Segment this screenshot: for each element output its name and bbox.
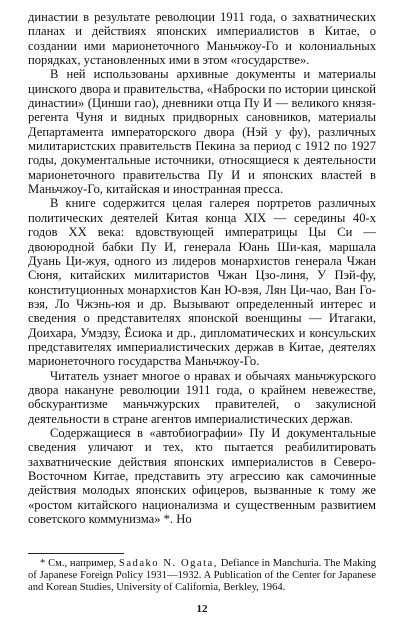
paragraph-1: династии в результате революции 1911 года, о захватнических планах и действиях японских империалистов в Китае, о создании ими марионеточного Маньчжоу-Го и колониальных порядках, установленных ими в этом «государстве».: [28, 10, 376, 68]
paragraph-5: Содержащиеся в «автобиографии» Пу И документальные сведения уличают и тех, кто пытается реабилитировать захватнические действия японских империалистов в Северо-Восточном Китае, представить эту агрессию как самочинные действия молодых японских офицеров, вызванные к тому же «ростом китайского национализма и существенным развитием советского коммунизма» *. Но: [28, 425, 376, 527]
paragraph-3: В книге содержится целая галерея портретов различных политических деятелей Китая конца XIX — середины 40-х годов XX века: вдовствующей императрицы Цы Си — двоюродной бабки Пу И, генерала Юань Ши-кая, маршала Дуань Ци-жуя, одного из лидеров монархистов генерала Чжан Сюня, китайских милитаристов Чжан Цзо-линя, У Пэй-фу, конституционных монархистов Кан Ю-вэя, Лян Ци-чао, Ван Го-вэя, Ло Чжэнь-юя и др. Вызывают определенный интерес и сведения о представителях японской военщины — Итагаки, Доихара, Умэдзу, Ёсиока и др., дипломатических и консульских представителях империалистических держав в Китае, деятелях марионеточного государства Маньчжоу-Го.: [28, 196, 376, 369]
page-number: 12: [196, 603, 208, 615]
paragraph-2: В ней использованы архивные документы и материалы цинского двора и правительства, «Наброски по истории цинской династии» (Цинши гао), дневники отца Пу И — великого князя-регента Чуня и видных придворных сановников, материалы Департамента императорского двора (Нэй у фу), различных милитаристских правительств Пекина за период с 1912 по 1927 годы, документальные источники, относящиеся к деятельности марионеточного правительства Пу И и японских властей в Маньчжоу-Го, китайская и иностранная пресса.: [28, 67, 376, 197]
paragraph-4: Читатель узнает многое о нравах и обычаях маньчжурского двора накануне революции 1911 года, о крайнем невежестве, обскурантизме маньчжурских правителей, о закулисной деятельности в стране агентов империалистических держав.: [28, 368, 376, 426]
main-text: [28, 10, 376, 526]
footnote-marker: *: [40, 558, 46, 569]
footnote-author: Sadako N. Ogata,: [118, 558, 218, 569]
footnote-divider: [28, 553, 124, 554]
footnote-lead: См., например,: [48, 558, 117, 569]
footnote: [28, 558, 376, 594]
footnote-citation: Defiance in Manchuria. The Making of Japanese Foreign Policy 1931—1932. A Publication of the Center for Japanese and Korean Studies, University of California, Berkley, 1964.: [28, 558, 377, 593]
book-page: [28, 10, 377, 615]
